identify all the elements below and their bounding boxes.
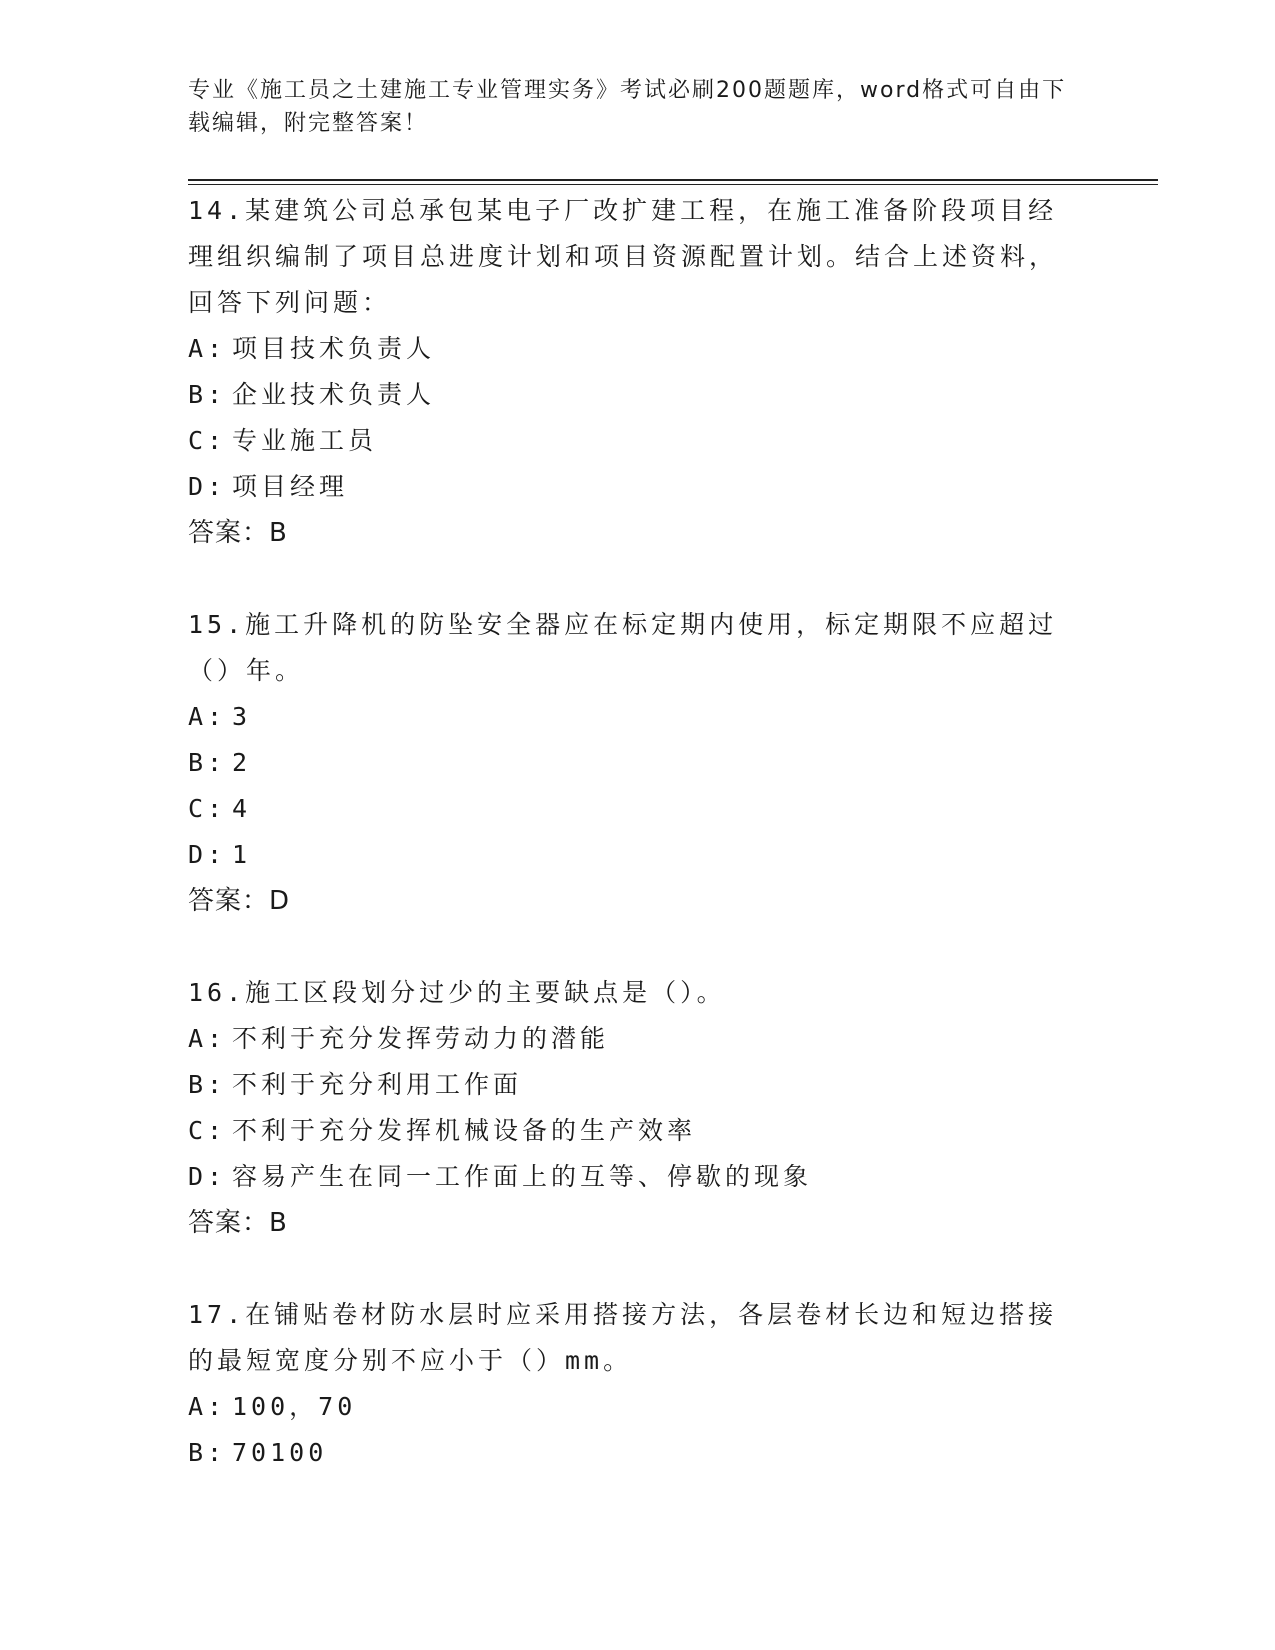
question-14 — [188, 188, 1088, 556]
header-text: 专业《施工员之土建施工专业管理实务》考试必刷200题题库，word格式可自由下载编辑，附完整答案！ — [188, 78, 1067, 136]
option-letter: C: — [188, 1116, 227, 1145]
option-text: 2 — [232, 748, 252, 777]
option-b — [188, 1430, 1088, 1476]
option-text: 70100 — [232, 1438, 328, 1467]
option-text: 3 — [232, 702, 252, 731]
option-letter: D: — [188, 840, 227, 869]
option-letter: B: — [188, 1070, 227, 1099]
option-c — [188, 418, 1088, 464]
option-c — [188, 786, 1088, 832]
option-b — [188, 372, 1088, 418]
option-d — [188, 832, 1088, 878]
answer-line: 答案：D — [188, 886, 291, 916]
option-a — [188, 326, 1088, 372]
option-b — [188, 1062, 1088, 1108]
question-text: 16.施工区段划分过少的主要缺点是（）。 — [188, 978, 726, 1007]
option-letter: A: — [188, 1024, 227, 1053]
question-text: 15.施工升降机的防坠安全器应在标定期内使用，标定期限不应超过（）年。 — [188, 610, 1058, 685]
option-text: 不利于充分发挥劳动力的潜能 — [232, 1024, 610, 1053]
option-text: 项目技术负责人 — [232, 334, 436, 363]
question-16 — [188, 970, 1088, 1246]
option-text: 容易产生在同一工作面上的互等、停歇的现象 — [232, 1162, 813, 1191]
option-text: 100，70 — [232, 1392, 357, 1421]
option-letter: D: — [188, 1162, 227, 1191]
option-text: 1 — [232, 840, 252, 869]
option-text: 不利于充分发挥机械设备的生产效率 — [232, 1116, 697, 1145]
answer-line: 答案：B — [188, 518, 288, 548]
option-letter: C: — [188, 426, 227, 455]
header-divider-thick — [188, 179, 1158, 181]
document-header — [188, 74, 1088, 140]
option-letter: B: — [188, 748, 227, 777]
question-list — [188, 188, 1088, 1522]
question-text: 17.在铺贴卷材防水层时应采用搭接方法，各层卷材长边和短边搭接的最短宽度分别不应小于（）mm。 — [188, 1300, 1058, 1375]
option-letter: B: — [188, 380, 227, 409]
option-d — [188, 1154, 1088, 1200]
option-letter: A: — [188, 1392, 227, 1421]
question-17 — [188, 1292, 1088, 1476]
option-letter: A: — [188, 334, 227, 363]
option-a — [188, 694, 1088, 740]
question-15 — [188, 602, 1088, 924]
option-letter: D: — [188, 472, 227, 501]
option-c — [188, 1108, 1088, 1154]
option-letter: B: — [188, 1438, 227, 1467]
option-a — [188, 1384, 1088, 1430]
option-d — [188, 464, 1088, 510]
question-text: 14.某建筑公司总承包某电子厂改扩建工程，在施工准备阶段项目经理组织编制了项目总进度计划和项目资源配置计划。结合上述资料，回答下列问题： — [188, 196, 1059, 317]
answer-line: 答案：B — [188, 1208, 288, 1238]
option-letter: A: — [188, 702, 227, 731]
option-letter: C: — [188, 794, 227, 823]
option-text: 专业施工员 — [232, 426, 378, 455]
option-text: 不利于充分利用工作面 — [232, 1070, 523, 1099]
header-divider-thin — [188, 184, 1158, 185]
option-a — [188, 1016, 1088, 1062]
option-text: 4 — [232, 794, 252, 823]
option-text: 项目经理 — [232, 472, 349, 501]
option-b — [188, 740, 1088, 786]
option-text: 企业技术负责人 — [232, 380, 436, 409]
